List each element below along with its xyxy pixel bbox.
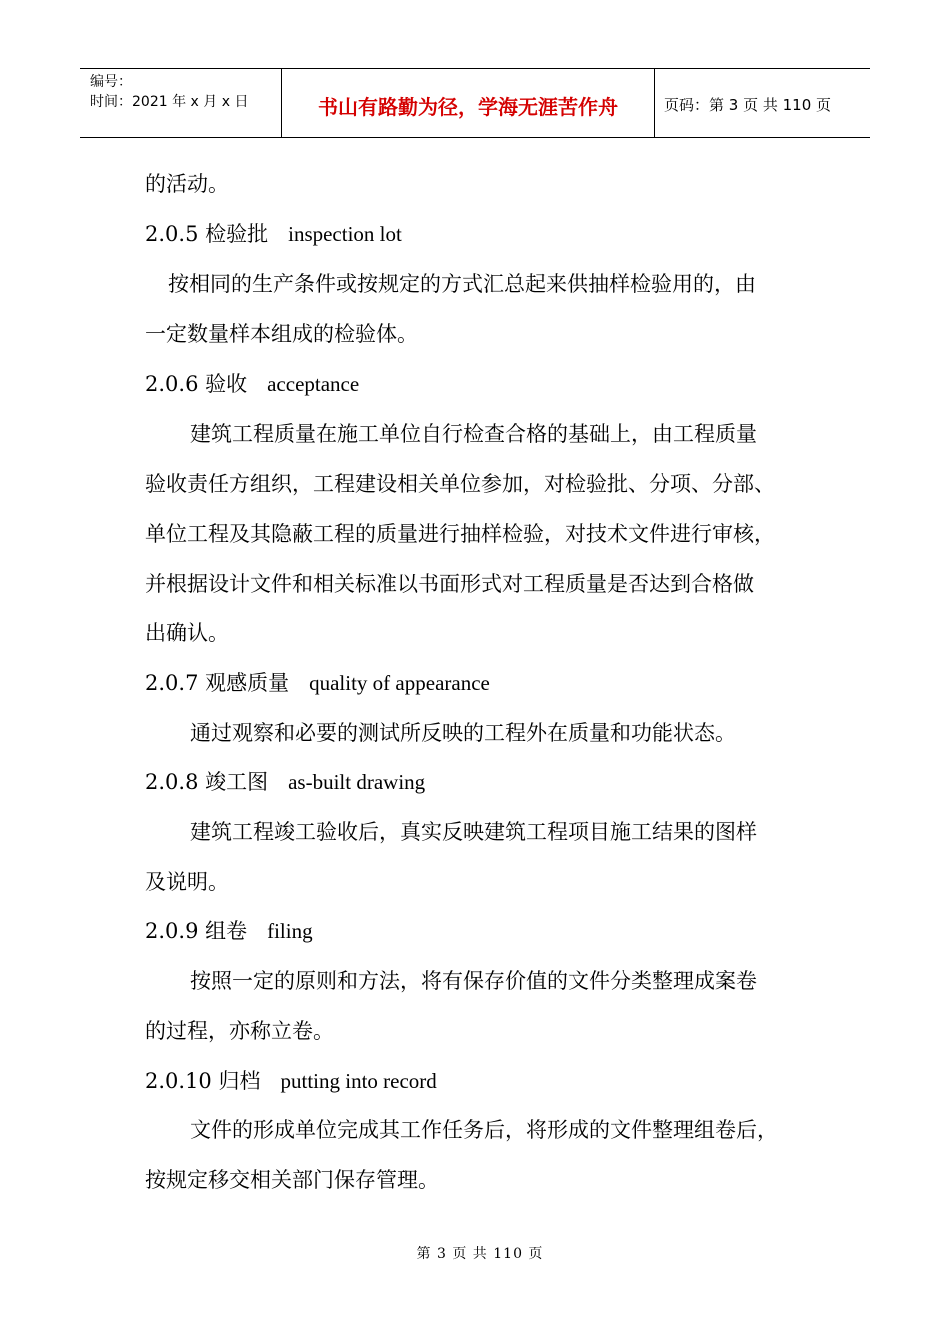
term-english: filing: [267, 919, 313, 943]
header-page-info: 页码：第 3 页 共 110 页: [664, 95, 832, 114]
term-number-title: 2.0.6 验收: [145, 372, 248, 396]
term-heading-2-0-5: [145, 219, 402, 249]
paragraph-line: 出确认。: [145, 621, 229, 645]
term-heading-2-0-8: [145, 767, 425, 797]
page-header: [80, 68, 870, 138]
paragraph-line: 建筑工程竣工验收后，真实反映建筑工程项目施工结果的图样: [190, 820, 757, 844]
term-heading-2-0-6: [145, 369, 359, 399]
header-slogan: 书山有路勤为径，学海无涯苦作舟: [282, 69, 655, 137]
term-english: acceptance: [267, 372, 360, 396]
header-time-label: 时间：2021 年 x 月 x 日: [90, 94, 249, 110]
paragraph-line: 的活动。: [145, 172, 229, 196]
paragraph-line: 的过程，亦称立卷。: [145, 1019, 334, 1043]
paragraph-line: 按相同的生产条件或按规定的方式汇总起来供抽样检验用的，由: [168, 272, 756, 296]
header-meta: [80, 69, 282, 137]
header-number-label: 编号：: [90, 74, 132, 90]
term-number-title: 2.0.9 组卷: [145, 919, 248, 943]
term-english: as-built drawing: [288, 770, 426, 794]
term-heading-2-0-7: [145, 668, 490, 698]
term-number-title: 2.0.7 观感质量: [145, 671, 290, 695]
paragraph-line: 验收责任方组织，工程建设相关单位参加，对检验批、分项、分部、: [145, 472, 775, 496]
term-heading-2-0-10: [145, 1066, 437, 1096]
paragraph-line: 并根据设计文件和相关标准以书面形式对工程质量是否达到合格做: [145, 572, 754, 596]
paragraph-line: 一定数量样本组成的检验体。: [145, 322, 418, 346]
term-number-title: 2.0.8 竣工图: [145, 770, 269, 794]
page-footer: 第 3 页 共 110 页: [416, 1246, 544, 1262]
term-english: inspection lot: [288, 222, 402, 246]
term-number-title: 2.0.10 归档: [145, 1069, 261, 1093]
paragraph-line: 建筑工程质量在施工单位自行检查合格的基础上，由工程质量: [190, 422, 757, 446]
term-english: quality of appearance: [309, 671, 490, 695]
term-english: putting into record: [280, 1069, 437, 1093]
paragraph-line: 按规定移交相关部门保存管理。: [145, 1168, 439, 1192]
term-heading-2-0-9: [145, 916, 313, 946]
paragraph-line: 通过观察和必要的测试所反映的工程外在质量和功能状态。: [190, 721, 736, 745]
term-number-title: 2.0.5 检验批: [145, 222, 269, 246]
paragraph-line: 单位工程及其隐蔽工程的质量进行抽样检验，对技术文件进行审核，: [145, 522, 775, 546]
paragraph-line: 按照一定的原则和方法，将有保存价值的文件分类整理成案卷: [190, 969, 757, 993]
paragraph-line: 文件的形成单位完成其工作任务后，将形成的文件整理组卷后，: [190, 1118, 778, 1142]
paragraph-line: 及说明。: [145, 870, 229, 894]
